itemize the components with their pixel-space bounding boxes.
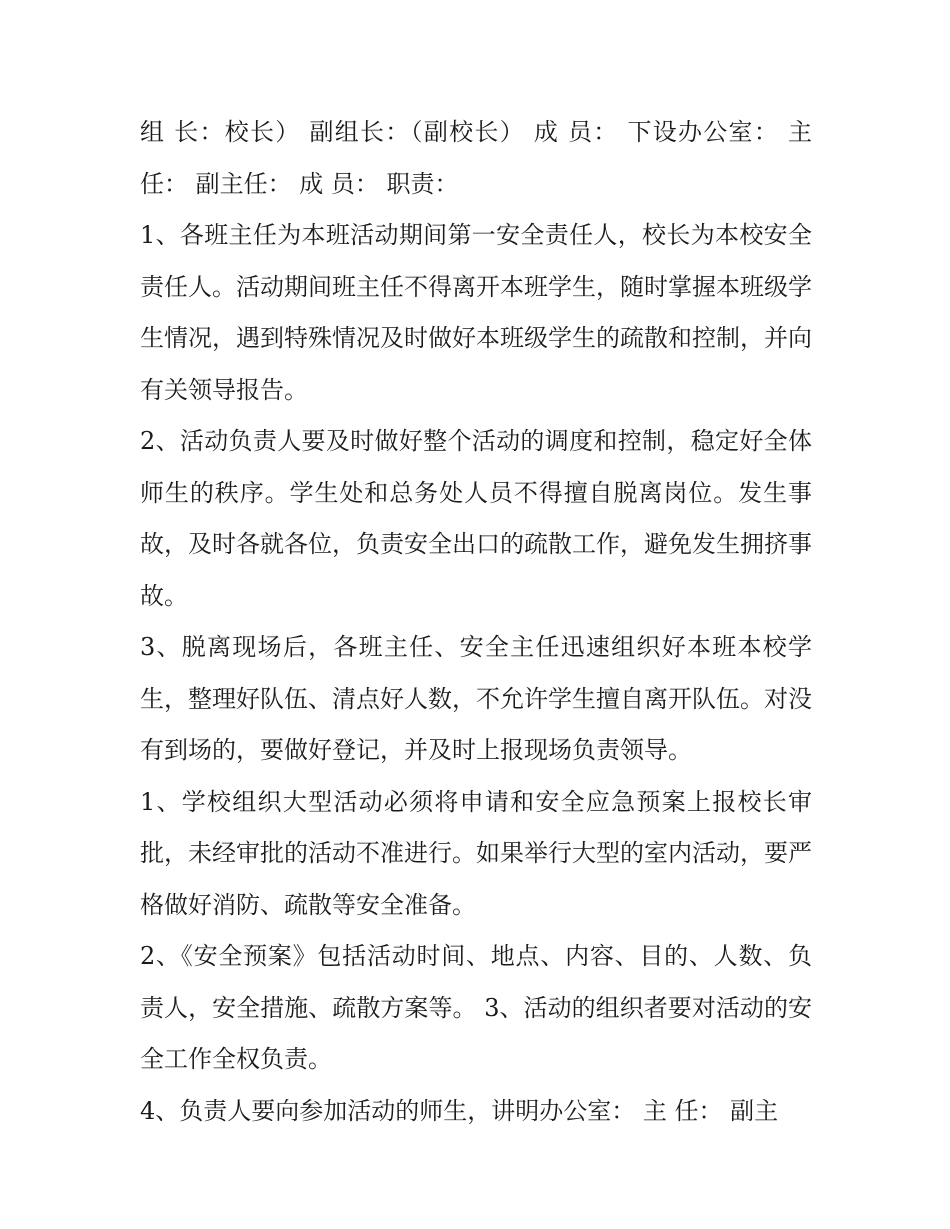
paragraph-briefing: 4、负责人要向参加活动的师生，讲明办公室： 主 任： 副主 [140, 1096, 779, 1125]
paragraph-activity-leader-duty: 2、活动负责人要及时做好整个活动的调度和控制，稳定好全体师生的秩序。学生处和总务处人员不得擅自脱离岗位。发生事故，及时各就各位，负责安全出口的疏散工作，避免发生拥挤事故。 [140, 427, 812, 610]
paragraph-approval: 1、学校组织大型活动必须将申请和安全应急预案上报校长审批，未经审批的活动不准进行。如果举行大型的室内活动，要严格做好消防、疏散等安全准备。 [140, 787, 812, 919]
document-page [140, 107, 812, 1137]
paragraph-organization: 组 长：校长） 副组长：（副校长） 成 员： 下设办公室： 主任： 副主任： 成 员： 职责： [140, 118, 812, 198]
paragraph-safety-plan: 2、《安全预案》包括活动时间、地点、内容、目的、人数、负责人，安全措施、疏散方案等。 3、活动的组织者要对活动的安全工作全权负责。 [140, 942, 812, 1073]
paragraph-class-teacher-duty: 1、各班主任为本班活动期间第一安全责任人，校长为本校安全责任人。活动期间班主任不得离开本班学生，随时掌握本班级学生情况，遇到特殊情况及时做好本班级学生的疏散和控制，并向有关领导报告。 [140, 221, 812, 404]
paragraph-after-evacuation: 3、脱离现场后，各班主任、安全主任迅速组织好本班本校学生，整理好队伍、清点好人数，不允许学生擅自离开队伍。对没有到场的，要做好登记，并及时上报现场负责领导。 [140, 633, 812, 764]
